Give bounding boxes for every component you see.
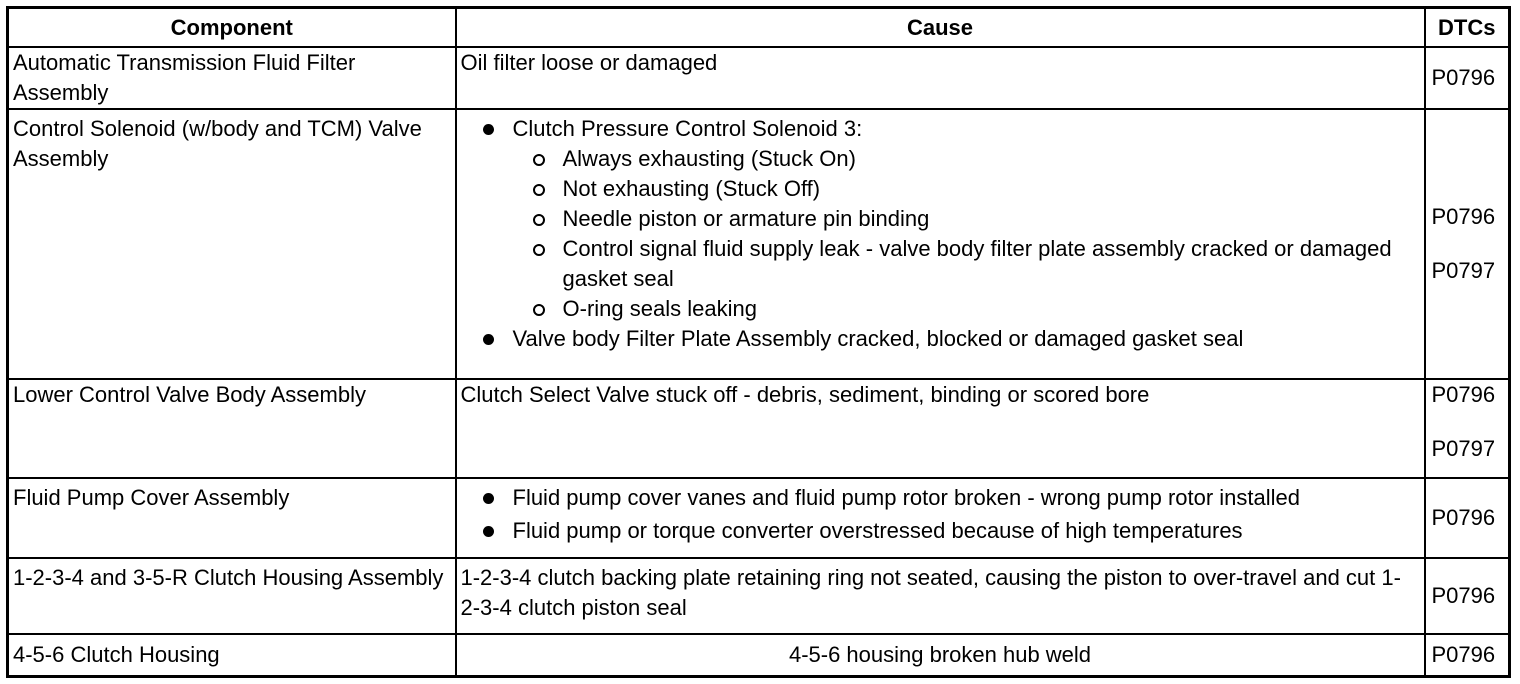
- cause-bullet-list: [461, 483, 1420, 546]
- cause-cell: [456, 109, 1425, 379]
- cause-sub-bullet: Always exhausting (Stuck On): [461, 144, 1420, 174]
- header-dtcs: DTCs: [1425, 8, 1510, 48]
- component-cell: Lower Control Valve Body Assembly: [8, 379, 456, 478]
- dtc-cell: [1425, 558, 1510, 634]
- component-cell: Fluid Pump Cover Assembly: [8, 478, 456, 558]
- dtc-code: P0796: [1431, 583, 1496, 608]
- component-cell: Automatic Transmission Fluid Filter Assembly: [8, 47, 456, 109]
- dtc-cause-table: [6, 6, 1511, 678]
- table-row: [8, 47, 1510, 109]
- dtc-cell: [1425, 634, 1510, 677]
- cause-cell: Clutch Select Valve stuck off - debris, sediment, binding or scored bore: [456, 379, 1425, 478]
- cause-cell: Oil filter loose or damaged: [456, 47, 1425, 109]
- dtc-code: P0796: [1431, 505, 1496, 530]
- dtc-cell: [1425, 478, 1510, 558]
- table-row: [8, 379, 1510, 478]
- component-cell: 1-2-3-4 and 3-5-R Clutch Housing Assembly: [8, 558, 456, 634]
- cause-bullet: Fluid pump or torque converter overstressed because of high temperatures: [461, 516, 1420, 546]
- dtc-cell: [1425, 379, 1510, 478]
- cause-cell: 1-2-3-4 clutch backing plate retaining ring not seated, causing the piston to over-travel and cut 1-2-3-4 clutch piston seal: [456, 558, 1425, 634]
- table-header-row: [8, 8, 1510, 48]
- cause-cell: [456, 478, 1425, 558]
- header-cause: Cause: [456, 8, 1425, 48]
- cause-bullet: Clutch Pressure Control Solenoid 3:: [461, 114, 1420, 144]
- dtc-code: P0797: [1431, 436, 1496, 461]
- component-cell: Control Solenoid (w/body and TCM) Valve Assembly: [8, 109, 456, 379]
- dtc-cell: [1425, 47, 1510, 109]
- cause-cell: 4-5-6 housing broken hub weld: [456, 634, 1425, 677]
- component-cell: 4-5-6 Clutch Housing: [8, 634, 456, 677]
- dtc-code: P0796: [1431, 65, 1496, 90]
- cause-sub-bullet: O-ring seals leaking: [461, 294, 1420, 324]
- cause-sub-bullet: Control signal fluid supply leak - valve body filter plate assembly cracked or damaged gasket seal: [461, 234, 1420, 294]
- dtc-code: P0797: [1431, 258, 1496, 283]
- dtc-code: P0796: [1431, 642, 1496, 667]
- header-component: Component: [8, 8, 456, 48]
- table-row: [8, 109, 1510, 379]
- cause-bullet-list: [461, 114, 1420, 354]
- table-row: [8, 478, 1510, 558]
- dtc-cell: [1425, 109, 1510, 379]
- cause-sub-bullet: Needle piston or armature pin binding: [461, 204, 1420, 234]
- dtc-code: P0796: [1431, 382, 1496, 407]
- cause-bullet: Valve body Filter Plate Assembly cracked, blocked or damaged gasket seal: [461, 324, 1420, 354]
- cause-sub-bullet: Not exhausting (Stuck Off): [461, 174, 1420, 204]
- table-row: [8, 634, 1510, 677]
- cause-bullet: Fluid pump cover vanes and fluid pump rotor broken - wrong pump rotor installed: [461, 483, 1420, 513]
- dtc-cause-table-container: [6, 6, 1508, 678]
- table-row: [8, 558, 1510, 634]
- dtc-code: P0796: [1431, 204, 1496, 229]
